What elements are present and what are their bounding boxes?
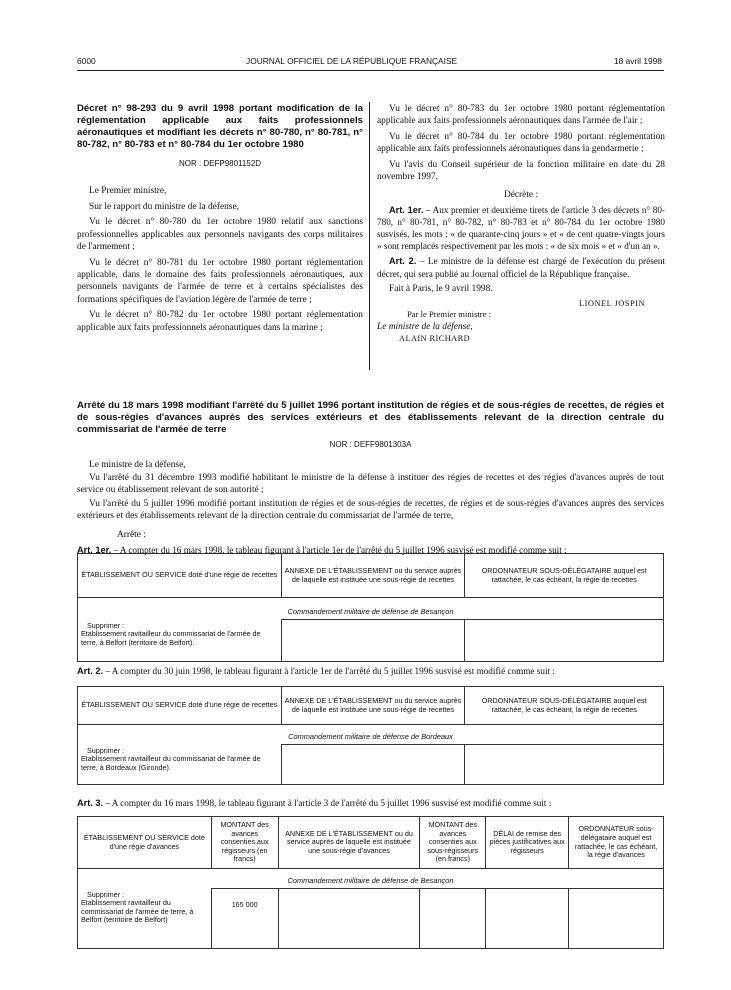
decree-paragraph: Vu le décret n° 80-781 du 1er octobre 1980 portant réglementation applicable, dans le domaine des faits professionnels aéronautiques, aux personnels navigants de l'armée de terre et à certains spécialistes des formations spécifiques de l'aviation légère de l'armée de terre ; [77,257,363,305]
table-header-row [78,817,664,869]
arrete-article-2: Art. 2. – A compter du 30 juin 1998, le tableau figurant à l'article 1er de l'arrêté du 5 juillet 1996 susvisé est modifié comme suit : [77,666,555,676]
page-number: 6000 [77,56,96,66]
table-2 [77,686,664,785]
table-cell [278,889,420,949]
arrete-nor: NOR : DEFF9801303A [329,439,412,449]
table-cell: Supprimer : Etablissement ravitailleur du commissariat de l'armée de terre, à Belfort (territoire de Belfort) [78,889,212,949]
decree-article-2: Art. 2. – Le ministre de la défense est chargé de l'exécution du présent décret, qui sera publié au Journal officiel de la République française. [377,256,665,279]
amount-cell: 165 000 [211,889,278,949]
decree-article-1: Art. 1er. – Aux premier et deuxième tirets de l'article 3 des décrets n° 80-780, n° 80-781, n° 80-782, n° 80-783 et n° 80-784 du 1er octobre 1980 susvisés, les mots : « de quarante-cinq jours » et « de cent quatre-vingts jours » sont remplacés respectivement par les mots : « de six mois » et « d'un an ». [377,204,665,252]
arrete-article-1: Art. 1er. – A compter du 16 mars 1998, le tableau figurant à l'article 1er de l'arrêté du 5 juillet 1996 susvisé est modifié comme suit : [77,544,567,555]
table-command: Commandement militaire de défense de Besançon [78,869,664,889]
table-cell [281,745,465,785]
table-header: ORDONNATEUR SOUS-DÉLÉGATAIRE auquel est rattachée, le cas échéant, la régie de recettes [465,687,664,725]
decree-right-column [377,103,665,344]
table-cell [486,889,569,949]
column-separator [369,102,370,370]
table-cell [281,620,465,662]
minister-title: Le ministre de la défense, [377,321,473,332]
table-header: ORDONNATEUR sous-délégataire auquel est rattachée, le cas échéant, la régie d'avances [569,817,664,869]
table-3 [77,816,664,949]
decree-nor: NOR : DEFP9801152D [178,158,262,168]
decree-paragraph: Vu l'avis du Conseil supérieur de la fonction militaire en date du 28 novembre 1997, [377,159,665,183]
issue-date: 18 avril 1998 [614,56,662,66]
table-header: DÉLAI de remise des pièces justificatives aux régisseurs [486,817,569,869]
table-header-row [78,554,664,598]
table-cell [465,620,664,662]
decree-paragraph: Vu le décret n° 80-782 du 1er octobre 1980 portant réglementation applicable aux faits professionnels aéronautiques dans la marine ; [77,310,363,333]
arrete-paragraph: Le ministre de la défense, [89,459,186,470]
table-header: ANNEXE DE L'ÉTABLISSEMENT ou du service auprès de laquelle est instituée une sous-régie de recettes [281,554,465,598]
decree-paragraph: Vu le décret n° 80-784 du 1er octobre 1980 portant réglementation applicable aux faits professionnels aéronautiques dans la gendarmerie ; [377,131,665,155]
table-header-row [78,687,664,725]
arrete-paragraph: Vu l'arrêté du 5 juillet 1996 modifié portant institution de régies et de sous-régies de recettes, de régies et de sous-régies d'avances auprès des services extérieurs et des établissements relevant de la direction centrale du commissariat de l'armée de terre, [77,498,664,522]
decree-title: Décret n° 98-293 du 9 avril 1998 portant modification de la réglementation applicable aux faits professionnels aéronautiques et modifiant les décrets n° 80-780, n° 80-781, n° 80-782, n° 80-783 et n° 80-784 du 1er octobre 1980 [77,103,363,150]
table-header: MONTANT des avances consenties aux régisseurs (en francs) [211,817,278,869]
table-header: ÉTABLISSEMENT OU SERVICE doté d'une régie de recettes [78,554,282,598]
table-row [78,620,664,662]
journal-title: JOURNAL OFFICIEL DE LA RÉPUBLIQUE FRANÇAISE [246,56,458,66]
table-row [78,889,664,949]
decree-paragraph: Vu le décret n° 80-780 du 1er octobre 1980 relatif aux sanctions professionnelles applicables aux personnels navigants des corps militaires de l'armement ; [77,217,363,253]
minister-name: ALAIN RICHARD [399,333,471,343]
table-cell [569,889,664,949]
table-cell: Supprimer : Etablissement ravitailleur du commissariat de l'armée de terre, à Bordeaux (Gironde). [78,745,282,785]
header-rule [77,70,664,71]
decree-paragraph: Vu le décret n° 80-783 du 1er octobre 1980 portant réglementation applicable aux faits professionnels aéronautiques dans l'armée de l'air ; [377,104,665,127]
table-header: ANNEXE DE L'ÉTABLISSEMENT ou du service auprès de laquelle est instituée une sous-régie de recettes [281,687,465,725]
decree-paragraph: Sur le rapport du ministre de la défense, [89,201,239,212]
table-header: ÉTABLISSEMENT OU SERVICE doté d'une régie d'avances [78,817,212,869]
decree-signatory: LIONEL JOSPIN [579,299,645,309]
table-cell: Supprimer : Etablissement ravitailleur du commissariat de l'armée de terre, à Belfort (territoire de Belfort). [78,620,282,662]
arrete-section [77,400,664,557]
arrete-word: Arrête : [117,529,146,540]
decree-par: Par le Premier ministre : [407,309,492,320]
table-1 [77,553,664,662]
arrete-article-3: Art. 3. – A compter du 16 mars 1998, le tableau figurant à l'article 3 de l'arrêté du 5 juillet 1996 susvisé est modifié comme suit : [77,798,552,808]
table-cell [465,745,664,785]
table-cell [420,889,486,949]
table-header: ÉTABLISSEMENT OU SERVICE doté d'une régie de recettes [78,687,282,725]
arrete-title: Arrêté du 18 mars 1998 modifiant l'arrêté du 5 juillet 1996 portant institution de régies et de sous-régies de recettes, de régies et de sous-régies d'avances auprès des services extérieurs et des établissements relevant de la direction centrale du commissariat de l'armée de terre [77,400,664,435]
table-command: Commandement militaire de défense de Besançon [78,598,664,620]
decree-left-column [77,103,363,337]
table-header: MONTANT des avances consenties aux sous-régisseurs (en francs) [420,817,486,869]
decree-decrete: Décrète : [503,190,539,201]
table-header: ORDONNATEUR SOUS-DÉLÉGATAIRE auquel est rattachée, le cas échéant, la régie de recettes [465,554,664,598]
table-command: Commandement militaire de défense de Bordeaux [78,725,664,745]
table-row [78,745,664,785]
arrete-paragraph: Vu l'arrêté du 31 décembre 1993 modifié habilitant le ministre de la défense à instituer des régies de recettes et des régies d'avances auprès de tout service ou établissement relevant de son autorité ; [77,472,664,496]
decree-fait: Fait à Paris, le 9 avril 1998. [389,283,493,294]
decree-paragraph: Le Premier ministre, [89,186,167,197]
table-header: ANNEXE DE L'ÉTABLISSEMENT ou du service auprès de laquelle est instituée une sous-régie d'avances [278,817,420,869]
